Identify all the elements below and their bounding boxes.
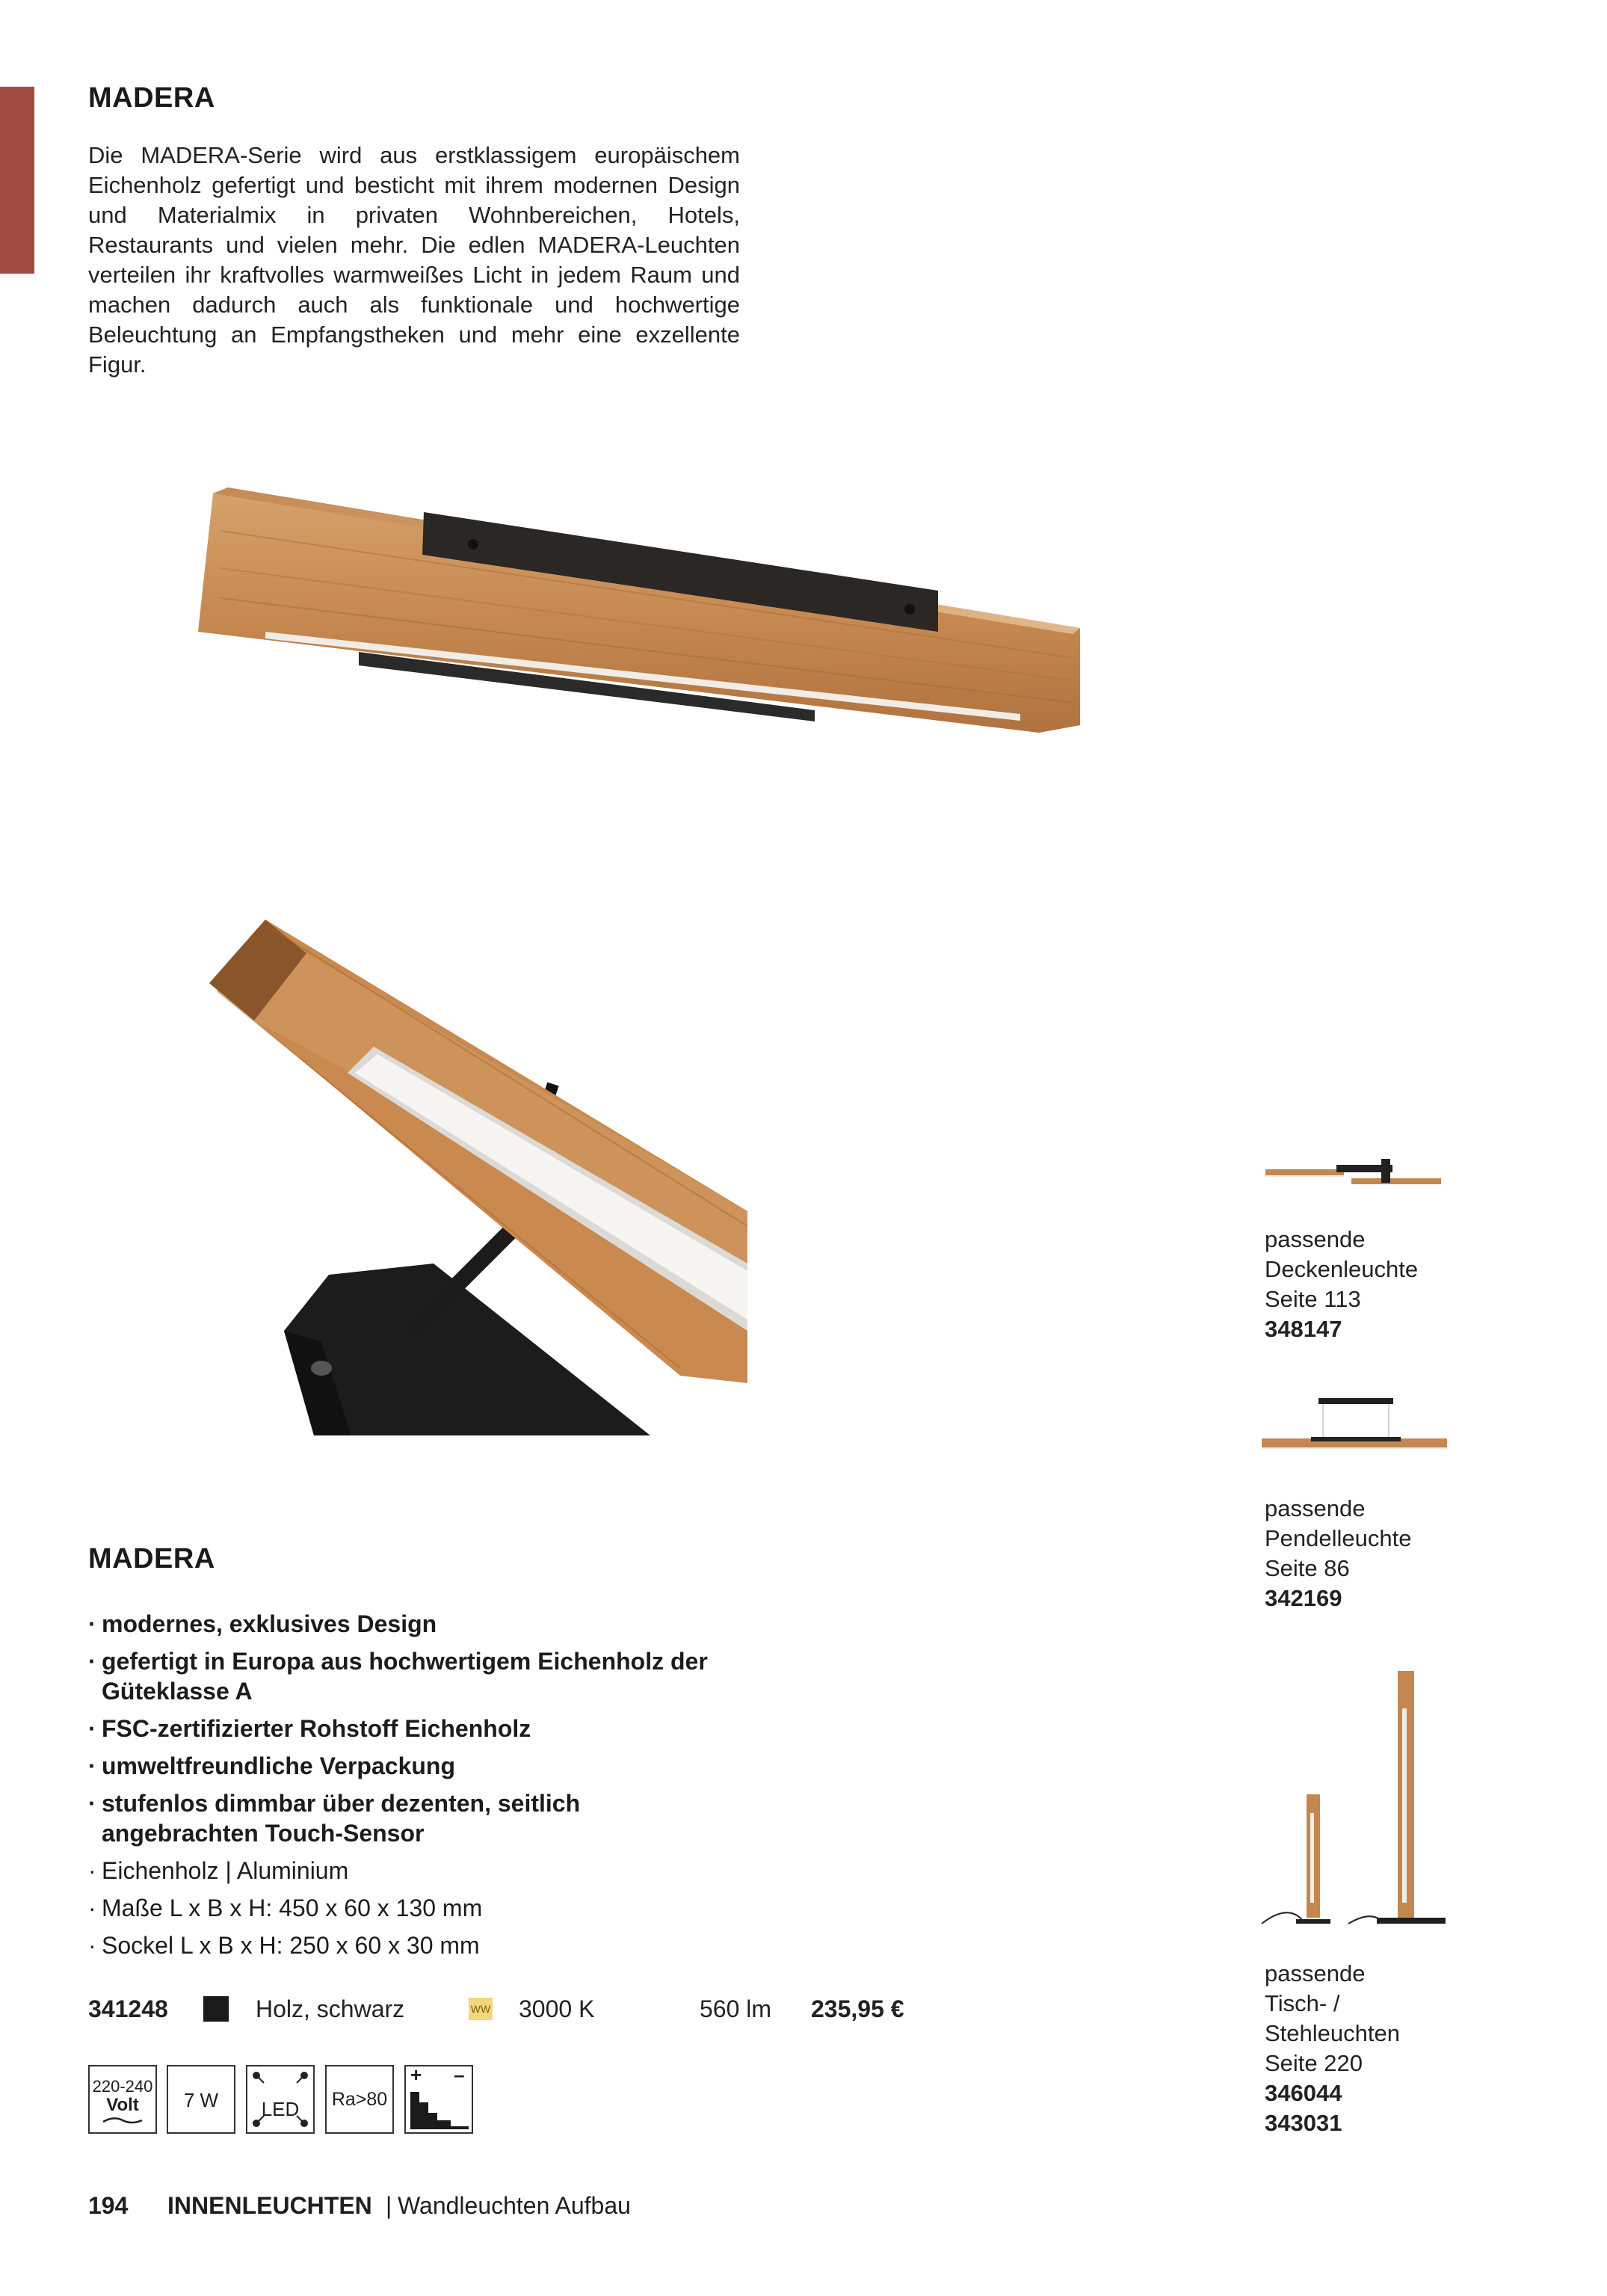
warm-white-icon: WW xyxy=(469,1998,493,2020)
footer-subsection: Wandleuchten Aufbau xyxy=(398,2192,631,2219)
led-icon: LED xyxy=(246,2065,315,2134)
feature-item: · FSC-zertifizierter Rohstoff Eichenholz xyxy=(88,1714,761,1743)
related-article-number: 343031 xyxy=(1265,2110,1342,2136)
voltage-icon: 220-240 Volt xyxy=(88,2065,157,2134)
related-pendant-lamp: passende Pendelleuchte Seite 86 342169 xyxy=(1265,1494,1412,1613)
power-icon: 7 W xyxy=(167,2065,235,2134)
related-table-floor-lamps: passende Tisch- / Stehleuchten Seite 220 346044 343031 xyxy=(1265,1959,1400,2138)
page-title: MADERA xyxy=(88,82,215,114)
color-rendering-icon: Ra>80 xyxy=(325,2065,394,2134)
price: 235,95 € xyxy=(811,1995,904,2022)
product-title: MADERA xyxy=(88,1543,215,1575)
article-number: 341248 xyxy=(88,1995,168,2022)
feature-item: · umweltfreundliche Verpackung xyxy=(88,1751,761,1781)
related-article-number: 342169 xyxy=(1265,1585,1342,1611)
footer-separator: | xyxy=(386,2192,392,2219)
page-number: 194 xyxy=(88,2192,129,2219)
thumb-pendant-lamp xyxy=(1259,1391,1450,1458)
feature-item: · gefertigt in Europa aus hochwertigem Eichenholz der Güteklasse A xyxy=(88,1646,715,1706)
related-ceiling-lamp: passende Deckenleuchte Seite 113 348147 xyxy=(1265,1225,1418,1344)
color-swatch xyxy=(203,1996,229,2022)
finish-label: Holz, schwarz xyxy=(256,1995,405,2022)
lumen-value: 560 lm xyxy=(700,1995,772,2022)
related-article-number: 346044 xyxy=(1265,2080,1342,2106)
product-image-detail xyxy=(202,912,747,1435)
feature-item: · stufenlos dimmbar über dezenten, seitlich angebrachten Touch-Sensor xyxy=(88,1788,640,1848)
related-article-number: 348147 xyxy=(1265,1316,1342,1342)
color-temperature: 3000 K xyxy=(519,1995,595,2022)
product-image-wall-lamp-side xyxy=(191,478,1117,748)
spec-item: · Sockel L x B x H: 250 x 60 x 30 mm xyxy=(88,1930,761,1960)
thumb-table-floor-lamps xyxy=(1259,1663,1453,1933)
dimmer-icon: + – xyxy=(404,2065,473,2134)
feature-item: · modernes, exklusives Design xyxy=(88,1609,761,1639)
spec-item: · Eichenholz | Aluminium xyxy=(88,1856,761,1886)
feature-list xyxy=(88,1609,761,1968)
thumb-ceiling-lamp xyxy=(1262,1150,1449,1195)
footer-section: INNENLEUCHTEN xyxy=(167,2192,372,2219)
intro-paragraph: Die MADERA-Serie wird aus erstklassigem europäischem Eichenholz gefertigt und besticht mit ihrem modernen Design und Materialmix in privaten Wohnbereichen, Hotels, Restaurants und vielen mehr. Die edlen MADERA-Leuchten verteilen ihr kraftvolles warmweißes Licht in jedem Raum und machen dadurch auch als funktionale und hochwertige Beleuchtung an Empfangstheken und mehr eine exzellente Figur. xyxy=(88,142,740,378)
section-color-tab xyxy=(0,87,34,274)
spec-item: · Maße L x B x H: 450 x 60 x 130 mm xyxy=(88,1893,761,1923)
